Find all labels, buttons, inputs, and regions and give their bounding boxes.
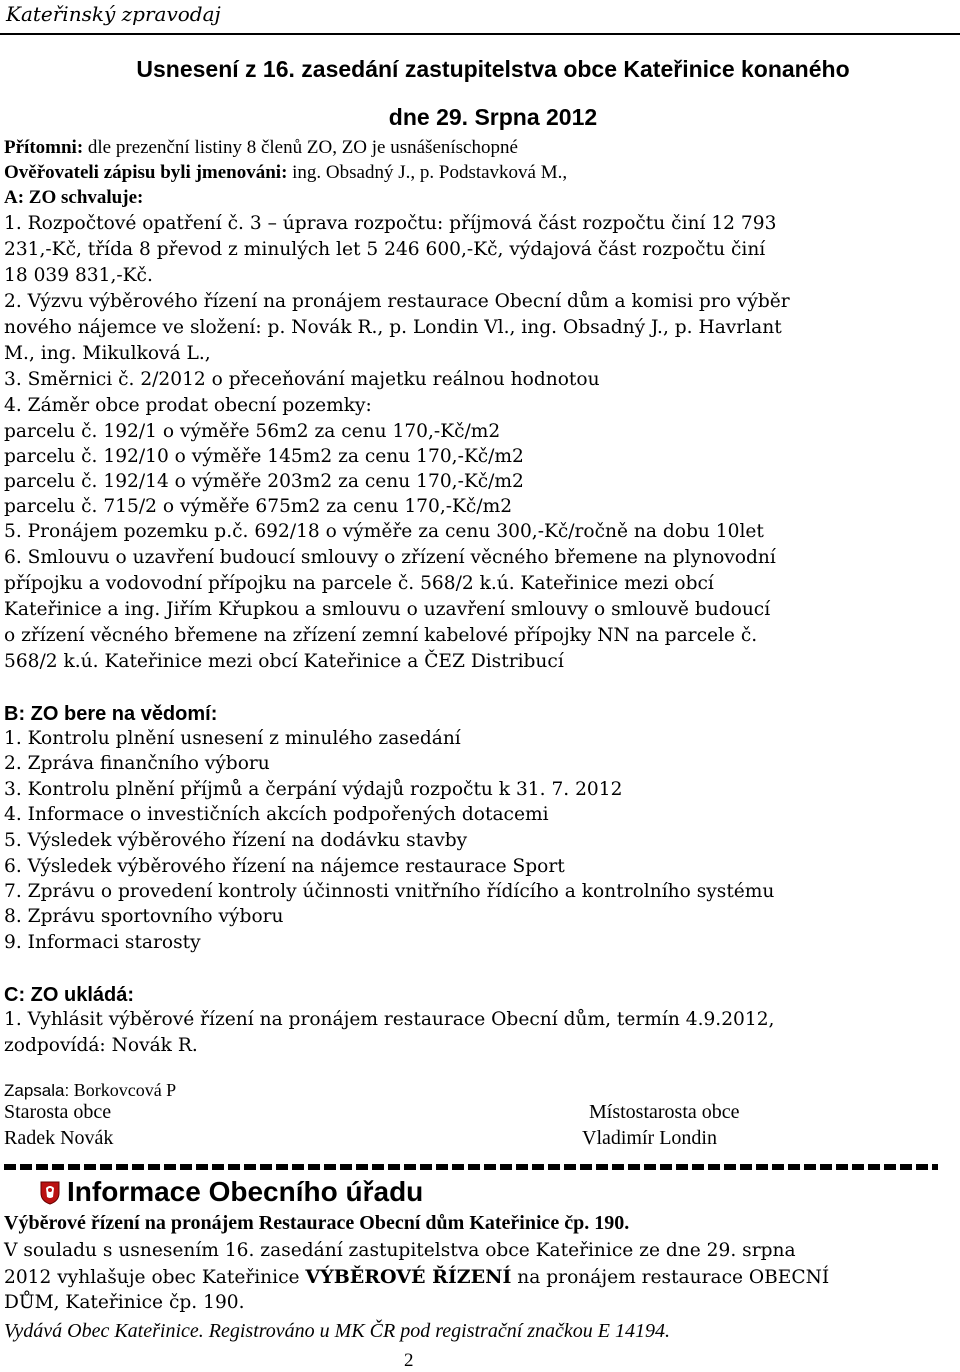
publisher-footer: Vydává Obec Kateřinice. Registrováno u MK ČR pod registrační značkou E 14194. [4, 1320, 671, 1342]
section-b-line: 8. Zprávu sportovního výboru [4, 906, 284, 927]
section-a-line: 1. Rozpočtové opatření č. 3 – úprava rozpočtu: příjmová část rozpočtu činí 12 793 [4, 213, 777, 234]
resolution-title: Usnesení z 16. zasedání zastupitelstva obce Kateřinice konaného [136, 56, 850, 82]
present-text: dle prezenční listiny 8 členů ZO, ZO je usnášeníschopné [83, 137, 518, 158]
section-b-line: 5. Výsledek výběrového řízení na dodávku stavby [4, 830, 468, 851]
section-a-line: 18 039 831,-Kč. [4, 265, 153, 286]
section-a-line: parcelu č. 192/10 o výměře 145m2 za cenu 170,-Kč/m2 [4, 446, 524, 467]
page-number: 2 [404, 1350, 414, 1371]
tender-line [4, 1266, 829, 1288]
section-c-line: zodpovídá: Novák R. [4, 1035, 198, 1056]
present-label: Přítomni: [4, 137, 84, 158]
section-a-line: o zřízení věcného břemene na zřízení zemní kabelové přípojky NN na parcele č. [4, 625, 758, 646]
resolution-date: dne 29. Srpna 2012 [388, 104, 598, 130]
section-b-heading: B: ZO bere na vědomí: [4, 703, 218, 725]
deputy-mayor-name: Vladimír Londin [582, 1127, 717, 1149]
recorded-by [4, 1080, 176, 1101]
section-a-line: 568/2 k.ú. Kateřinice mezi obcí Kateřinice a ČEZ Distribucí [4, 651, 564, 672]
section-b-line: 3. Kontrolu plnění příjmů a čerpání výdajů rozpočtu k 31. 7. 2012 [4, 779, 623, 800]
section-a-line: M., ing. Mikulková L., [4, 343, 211, 364]
info-heading [40, 1176, 423, 1208]
verifiers-line [4, 162, 567, 184]
section-a-line: nového nájemce ve složení: p. Novák R., p. Londin Vl., ing. Obsadný J., p. Havrlant [4, 317, 782, 338]
section-divider [4, 1164, 938, 1170]
section-c-line: 1. Vyhlásit výběrové řízení na pronájem restaurace Obecní dům, termín 4.9.2012, [4, 1009, 775, 1030]
section-b-line: 2. Zpráva finančního výboru [4, 753, 270, 774]
section-a-line: 2. Výzvu výběrového řízení na pronájem restaurace Obecní dům a komisi pro výběr [4, 291, 790, 312]
header-divider [0, 33, 960, 35]
verifiers-text: ing. Obsadný J., p. Podstavková M., [287, 162, 568, 183]
tender-text: na pronájem restaurace OBECNÍ [511, 1267, 830, 1288]
tender-text: 2012 vyhlašuje obec Kateřinice [4, 1267, 306, 1288]
section-a-line: 6. Smlouvu o uzavření budoucí smlouvy o zřízení věcného břemene na plynovodní [4, 547, 776, 568]
section-b-line: 7. Zprávu o provedení kontroly účinnosti vnitřního řídícího a kontrolního systému [4, 881, 775, 902]
verifiers-label: Ověřovateli zápisu byli jmenováni: [4, 162, 288, 183]
section-a-line: 3. Směrnici č. 2/2012 o přeceňování majetku reálnou hodnotou [4, 369, 600, 390]
section-a-line: parcelu č. 192/1 o výměře 56m2 za cenu 170,-Kč/m2 [4, 421, 501, 442]
section-b-line: 9. Informaci starosty [4, 932, 201, 953]
info-heading-text: Informace Obecního úřadu [67, 1176, 424, 1207]
deputy-mayor-role: Místostarosta obce [589, 1101, 740, 1123]
mayor-role: Starosta obce [4, 1101, 112, 1123]
attendance-line [4, 137, 518, 159]
newsletter-title: Kateřinský zpravodaj [6, 2, 221, 26]
tender-heading: Výběrové řízení na pronájem Restaurace Obecní dům Kateřinice čp. 190. [4, 1212, 630, 1234]
tender-line: DŮM, Kateřinice čp. 190. [4, 1292, 245, 1313]
section-a-line: 231,-Kč, třída 8 převod z minulých let 5 246 600,-Kč, výdajová část rozpočtu činí [4, 239, 766, 260]
section-b-line: 6. Výsledek výběrového řízení na nájemce restaurace Sport [4, 856, 565, 877]
section-b-line: 1. Kontrolu plnění usnesení z minulého zasedání [4, 728, 461, 749]
tender-emphasis: VÝBĚROVÉ ŘÍZENÍ [305, 1266, 512, 1288]
section-a-line: Kateřinice a ing. Jiřím Křupkou a smlouvu o uzavření smlouvy o smlouvě budoucí [4, 599, 771, 620]
section-a-line: 5. Pronájem pozemku p.č. 692/18 o výměře za cenu 300,-Kč/ročně na dobu 10let [4, 521, 764, 542]
section-a-line: přípojku a vodovodní přípojku na parcele č. 568/2 k.ú. Kateřinice mezi obcí [4, 573, 714, 594]
section-a-line: parcelu č. 715/2 o výměře 675m2 za cenu 170,-Kč/m2 [4, 496, 513, 517]
mayor-name: Radek Novák [4, 1127, 114, 1149]
section-a-line: parcelu č. 192/14 o výměře 203m2 za cenu 170,-Kč/m2 [4, 471, 524, 492]
section-a-heading: A: ZO schvaluje: [4, 187, 144, 208]
section-a-line: 4. Záměr obce prodat obecní pozemky: [4, 395, 372, 416]
tender-line: V souladu s usnesením 16. zasedání zastupitelstva obce Kateřinice ze dne 29. srpna [4, 1240, 796, 1261]
section-b-line: 4. Informace o investičních akcích podpořených dotacemi [4, 804, 549, 825]
recorded-by-label: Zapsala: [4, 1081, 70, 1100]
recorded-by-name: Borkovcová P [69, 1080, 177, 1100]
section-c-heading: C: ZO ukládá: [4, 984, 135, 1006]
